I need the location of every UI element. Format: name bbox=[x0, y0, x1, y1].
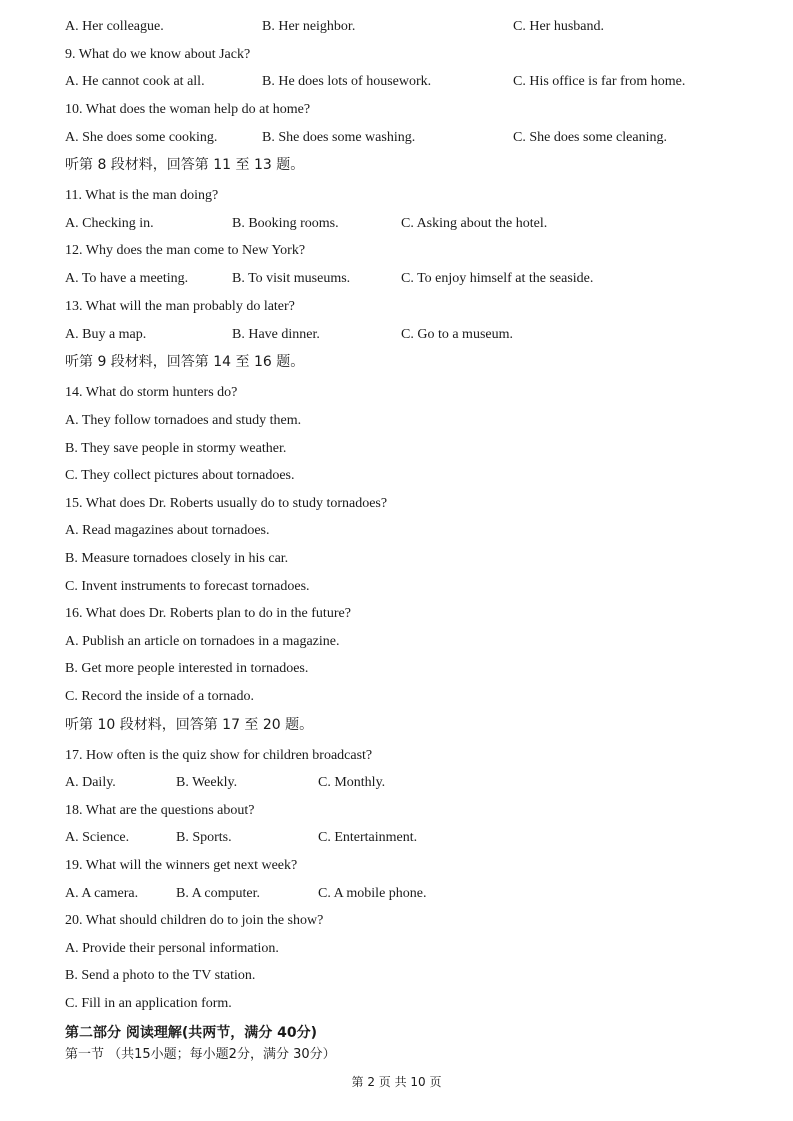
page-footer: 第 2 页 共 10 页 bbox=[351, 1075, 442, 1089]
q16-question: 16. What does Dr. Roberts plan to do in the future? bbox=[65, 606, 351, 621]
q16-option-c: C. Record the inside of a tornado. bbox=[65, 689, 254, 704]
option-b: B. Have dinner. bbox=[232, 327, 320, 342]
q17-question: 17. How often is the quiz show for children broadcast? bbox=[65, 748, 373, 763]
q15-option-c: C. Invent instruments to forecast tornadoes. bbox=[65, 579, 310, 594]
q14-question: 14. What do storm hunters do? bbox=[65, 385, 238, 400]
q13-question: 13. What will the man probably do later? bbox=[65, 299, 295, 314]
q9-question: 9. What do we know about Jack? bbox=[65, 47, 251, 62]
option-b: B. Her neighbor. bbox=[262, 19, 356, 34]
option-c: C. His office is far from home. bbox=[513, 74, 686, 89]
q20-option-c: C. Fill in an application form. bbox=[65, 996, 232, 1011]
option-c: C. To enjoy himself at the seaside. bbox=[401, 271, 594, 286]
section-heading-10: 听第 10 段材料，回答第 17 至 20 题。 bbox=[65, 717, 314, 733]
option-c: C. She does some cleaning. bbox=[513, 130, 667, 145]
option-c: C. Her husband. bbox=[513, 19, 604, 34]
option-b: B. To visit museums. bbox=[232, 271, 351, 286]
option-c: C. Go to a museum. bbox=[401, 327, 513, 342]
q11-question: 11. What is the man doing? bbox=[65, 188, 219, 203]
section-heading-9: 听第 9 段材料，回答第 14 至 16 题。 bbox=[65, 354, 305, 370]
option-c: C. Asking about the hotel. bbox=[401, 216, 548, 231]
q15-question: 15. What does Dr. Roberts usually do to study tornadoes? bbox=[65, 496, 388, 511]
option-a: A. Checking in. bbox=[65, 216, 154, 231]
q14-option-b: B. They save people in stormy weather. bbox=[65, 441, 287, 456]
section-heading-8: 听第 8 段材料，回答第 11 至 13 题。 bbox=[65, 157, 305, 173]
option-b: B. She does some washing. bbox=[262, 130, 416, 145]
option-c: C. A mobile phone. bbox=[318, 886, 427, 901]
option-a: A. She does some cooking. bbox=[65, 130, 218, 145]
q10-question: 10. What does the woman help do at home? bbox=[65, 102, 311, 117]
q14-option-a: A. They follow tornadoes and study them. bbox=[65, 413, 302, 428]
option-a: A. Her colleague. bbox=[65, 19, 164, 34]
option-c: C. Entertainment. bbox=[318, 830, 418, 845]
q20-option-a: A. Provide their personal information. bbox=[65, 941, 279, 956]
option-c: C. Monthly. bbox=[318, 775, 386, 790]
q16-option-a: A. Publish an article on tornadoes in a magazine. bbox=[65, 634, 340, 649]
option-b: B. He does lots of housework. bbox=[262, 74, 432, 89]
q15-option-b: B. Measure tornadoes closely in his car. bbox=[65, 551, 289, 566]
option-b: B. A computer. bbox=[176, 886, 260, 901]
option-a: A. He cannot cook at all. bbox=[65, 74, 205, 89]
option-a: A. Science. bbox=[65, 830, 130, 845]
part2-title: 第二部分 阅读理解(共两节，满分 40分) bbox=[65, 1025, 318, 1041]
q20-question: 20. What should children do to join the show? bbox=[65, 913, 324, 928]
option-b: B. Weekly. bbox=[176, 775, 238, 790]
q15-option-a: A. Read magazines about tornadoes. bbox=[65, 523, 270, 538]
option-a: A. Daily. bbox=[65, 775, 116, 790]
q18-question: 18. What are the questions about? bbox=[65, 803, 255, 818]
q14-option-c: C. They collect pictures about tornadoes. bbox=[65, 468, 295, 483]
option-a: A. A camera. bbox=[65, 886, 139, 901]
option-b: B. Sports. bbox=[176, 830, 232, 845]
q20-option-b: B. Send a photo to the TV station. bbox=[65, 968, 256, 983]
section1-title: 第一节 （共15小题；每小题2分，满分 30分） bbox=[65, 1047, 336, 1062]
q16-option-b: B. Get more people interested in tornadoes. bbox=[65, 661, 309, 676]
option-a: A. Buy a map. bbox=[65, 327, 147, 342]
q12-question: 12. Why does the man come to New York? bbox=[65, 243, 306, 258]
option-b: B. Booking rooms. bbox=[232, 216, 339, 231]
option-a: A. To have a meeting. bbox=[65, 271, 189, 286]
q19-question: 19. What will the winners get next week? bbox=[65, 858, 298, 873]
